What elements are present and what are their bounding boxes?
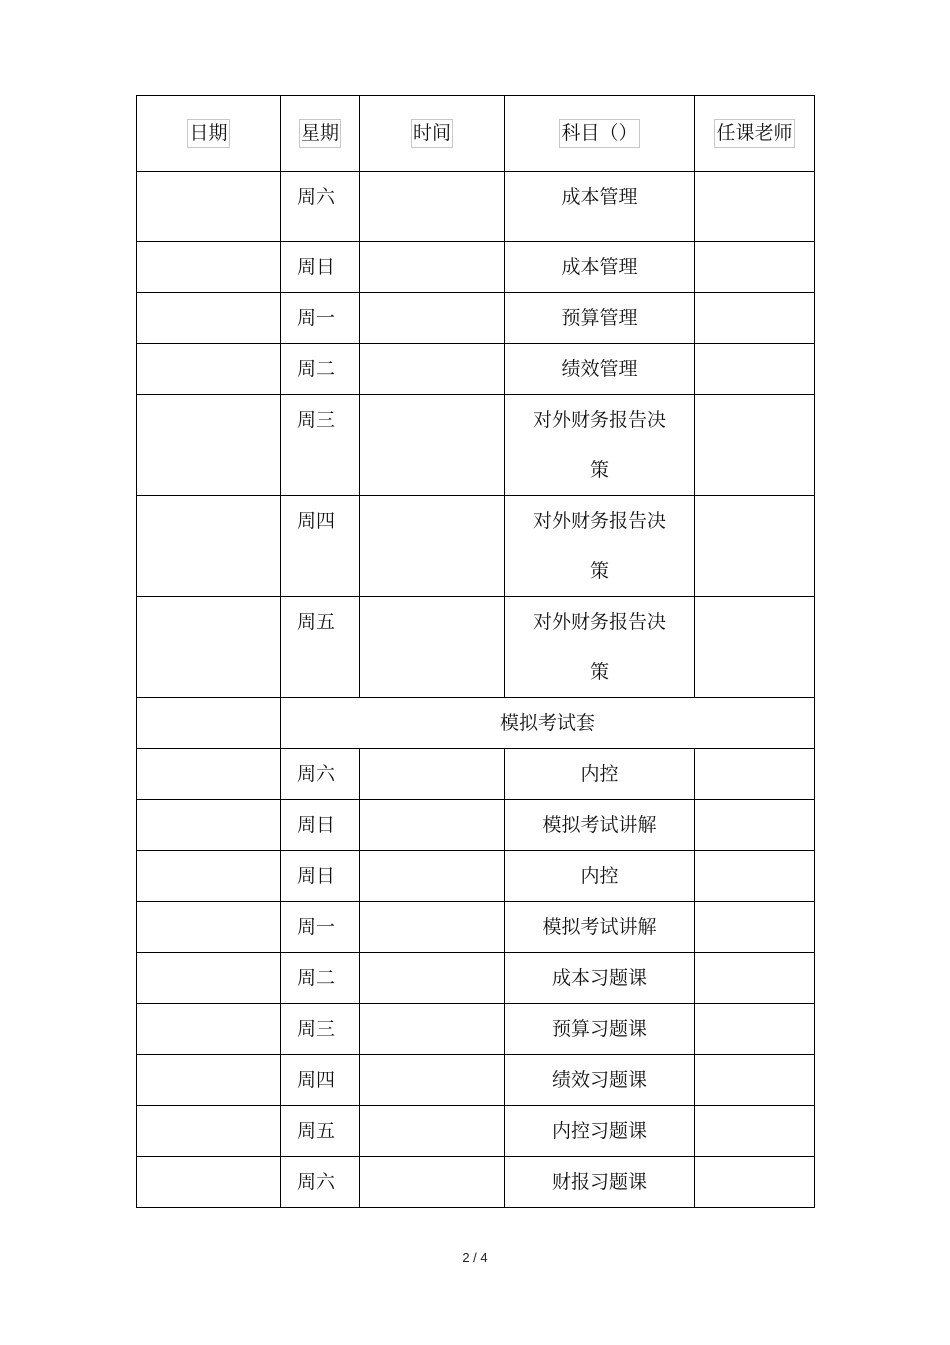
date-cell bbox=[137, 1157, 281, 1208]
subject-cell bbox=[505, 395, 695, 496]
section-title-cell bbox=[281, 698, 815, 749]
subject-line: 预算管理 bbox=[561, 307, 638, 329]
weekday-label: 周日 bbox=[297, 865, 336, 887]
weekday-cell bbox=[281, 1106, 360, 1157]
subject-line: 模拟考试讲解 bbox=[542, 814, 657, 836]
subject-line: 模拟考试讲解 bbox=[542, 916, 657, 938]
weekday-label: 周六 bbox=[297, 186, 336, 208]
weekday-cell bbox=[281, 395, 360, 496]
weekday-label: 周五 bbox=[297, 611, 336, 633]
header-cell-time bbox=[360, 96, 505, 172]
subject-cell bbox=[505, 902, 695, 953]
subject-line: 策 bbox=[589, 459, 609, 481]
table-row bbox=[137, 851, 815, 902]
header-teacher: 任课老师 bbox=[714, 119, 794, 148]
weekday-cell bbox=[281, 242, 360, 293]
weekday-cell bbox=[281, 172, 360, 242]
table-row bbox=[137, 953, 815, 1004]
header-weekday: 星期 bbox=[299, 119, 341, 148]
date-cell bbox=[137, 172, 281, 242]
teacher-cell bbox=[695, 496, 815, 597]
subject-cell bbox=[505, 242, 695, 293]
subject-line: 预算习题课 bbox=[551, 1018, 647, 1040]
weekday-label: 周三 bbox=[297, 1018, 336, 1040]
time-cell bbox=[360, 1106, 505, 1157]
subject-cell bbox=[505, 953, 695, 1004]
weekday-label: 周一 bbox=[297, 916, 336, 938]
time-cell bbox=[360, 1004, 505, 1055]
teacher-cell bbox=[695, 749, 815, 800]
section-title: 模拟考试套 bbox=[499, 712, 595, 734]
time-cell bbox=[360, 953, 505, 1004]
time-cell bbox=[360, 902, 505, 953]
date-cell bbox=[137, 496, 281, 597]
teacher-cell bbox=[695, 1004, 815, 1055]
subject-cell bbox=[505, 172, 695, 242]
weekday-cell bbox=[281, 293, 360, 344]
subject-line: 成本习题课 bbox=[551, 967, 647, 989]
weekday-label: 周三 bbox=[297, 409, 336, 431]
weekday-label: 周四 bbox=[297, 1069, 336, 1091]
teacher-cell bbox=[695, 395, 815, 496]
date-cell bbox=[137, 1106, 281, 1157]
date-cell bbox=[137, 953, 281, 1004]
weekday-label: 周五 bbox=[297, 1120, 336, 1142]
header-cell-subject bbox=[505, 96, 695, 172]
date-cell bbox=[137, 597, 281, 698]
time-cell bbox=[360, 800, 505, 851]
table-row bbox=[137, 1106, 815, 1157]
date-cell bbox=[137, 698, 281, 749]
time-cell bbox=[360, 851, 505, 902]
subject-cell bbox=[505, 344, 695, 395]
teacher-cell bbox=[695, 1055, 815, 1106]
table-row bbox=[137, 597, 815, 698]
date-cell bbox=[137, 902, 281, 953]
header-cell-date bbox=[137, 96, 281, 172]
table-row bbox=[137, 1157, 815, 1208]
subject-cell bbox=[505, 851, 695, 902]
time-cell bbox=[360, 293, 505, 344]
subject-line: 内控 bbox=[580, 865, 619, 887]
date-cell bbox=[137, 242, 281, 293]
table-row bbox=[137, 800, 815, 851]
time-cell bbox=[360, 597, 505, 698]
table-row bbox=[137, 172, 815, 242]
teacher-cell bbox=[695, 851, 815, 902]
weekday-cell bbox=[281, 1055, 360, 1106]
weekday-label: 周六 bbox=[297, 1171, 336, 1193]
subject-cell bbox=[505, 1106, 695, 1157]
table-row bbox=[137, 344, 815, 395]
header-cell-weekday bbox=[281, 96, 360, 172]
time-cell bbox=[360, 1055, 505, 1106]
date-cell bbox=[137, 800, 281, 851]
date-cell bbox=[137, 1004, 281, 1055]
header-subject: 科目（） bbox=[559, 119, 639, 148]
header-time: 时间 bbox=[411, 119, 453, 148]
subject-cell bbox=[505, 293, 695, 344]
subject-line: 内控 bbox=[580, 763, 619, 785]
weekday-cell bbox=[281, 1004, 360, 1055]
time-cell bbox=[360, 172, 505, 242]
weekday-cell bbox=[281, 1157, 360, 1208]
subject-line: 对外财务报告决 bbox=[532, 510, 666, 532]
subject-line: 内控习题课 bbox=[551, 1120, 647, 1142]
date-cell bbox=[137, 395, 281, 496]
table-row bbox=[137, 496, 815, 597]
weekday-label: 周日 bbox=[297, 256, 336, 278]
teacher-cell bbox=[695, 293, 815, 344]
weekday-cell bbox=[281, 902, 360, 953]
subject-line: 对外财务报告决 bbox=[532, 409, 666, 431]
subject-cell bbox=[505, 496, 695, 597]
schedule-table bbox=[136, 95, 815, 1208]
subject-cell bbox=[505, 1055, 695, 1106]
subject-line: 策 bbox=[589, 661, 609, 683]
teacher-cell bbox=[695, 597, 815, 698]
table-row bbox=[137, 1004, 815, 1055]
table-row bbox=[137, 242, 815, 293]
teacher-cell bbox=[695, 902, 815, 953]
header-row bbox=[137, 96, 815, 172]
weekday-label: 周一 bbox=[297, 307, 336, 329]
page-number: 2 / 4 bbox=[462, 1250, 488, 1265]
weekday-label: 周日 bbox=[297, 814, 336, 836]
table-row bbox=[137, 698, 815, 749]
subject-line: 财报习题课 bbox=[551, 1171, 647, 1193]
time-cell bbox=[360, 749, 505, 800]
teacher-cell bbox=[695, 1106, 815, 1157]
weekday-label: 周二 bbox=[297, 358, 336, 380]
table-row bbox=[137, 902, 815, 953]
weekday-cell bbox=[281, 749, 360, 800]
date-cell bbox=[137, 1055, 281, 1106]
weekday-cell bbox=[281, 597, 360, 698]
time-cell bbox=[360, 344, 505, 395]
subject-cell bbox=[505, 1004, 695, 1055]
weekday-label: 周六 bbox=[297, 763, 336, 785]
table-row bbox=[137, 395, 815, 496]
date-cell bbox=[137, 293, 281, 344]
teacher-cell bbox=[695, 172, 815, 242]
teacher-cell bbox=[695, 800, 815, 851]
subject-cell bbox=[505, 749, 695, 800]
time-cell bbox=[360, 242, 505, 293]
date-cell bbox=[137, 851, 281, 902]
weekday-cell bbox=[281, 851, 360, 902]
teacher-cell bbox=[695, 344, 815, 395]
weekday-label: 周二 bbox=[297, 967, 336, 989]
table-row bbox=[137, 293, 815, 344]
subject-line: 策 bbox=[589, 560, 609, 582]
date-cell bbox=[137, 749, 281, 800]
teacher-cell bbox=[695, 1157, 815, 1208]
header-cell-teacher bbox=[695, 96, 815, 172]
subject-line: 成本管理 bbox=[561, 186, 638, 208]
teacher-cell bbox=[695, 953, 815, 1004]
header-date: 日期 bbox=[187, 119, 229, 148]
teacher-cell bbox=[695, 242, 815, 293]
weekday-cell bbox=[281, 496, 360, 597]
subject-line: 绩效管理 bbox=[561, 358, 638, 380]
subject-cell bbox=[505, 597, 695, 698]
time-cell bbox=[360, 1157, 505, 1208]
weekday-label: 周四 bbox=[297, 510, 336, 532]
table-row bbox=[137, 1055, 815, 1106]
subject-line: 成本管理 bbox=[561, 256, 638, 278]
weekday-cell bbox=[281, 953, 360, 1004]
table-row bbox=[137, 749, 815, 800]
subject-line: 对外财务报告决 bbox=[532, 611, 666, 633]
time-cell bbox=[360, 395, 505, 496]
subject-cell bbox=[505, 800, 695, 851]
subject-cell bbox=[505, 1157, 695, 1208]
weekday-cell bbox=[281, 344, 360, 395]
subject-line: 绩效习题课 bbox=[551, 1069, 647, 1091]
time-cell bbox=[360, 496, 505, 597]
weekday-cell bbox=[281, 800, 360, 851]
date-cell bbox=[137, 344, 281, 395]
